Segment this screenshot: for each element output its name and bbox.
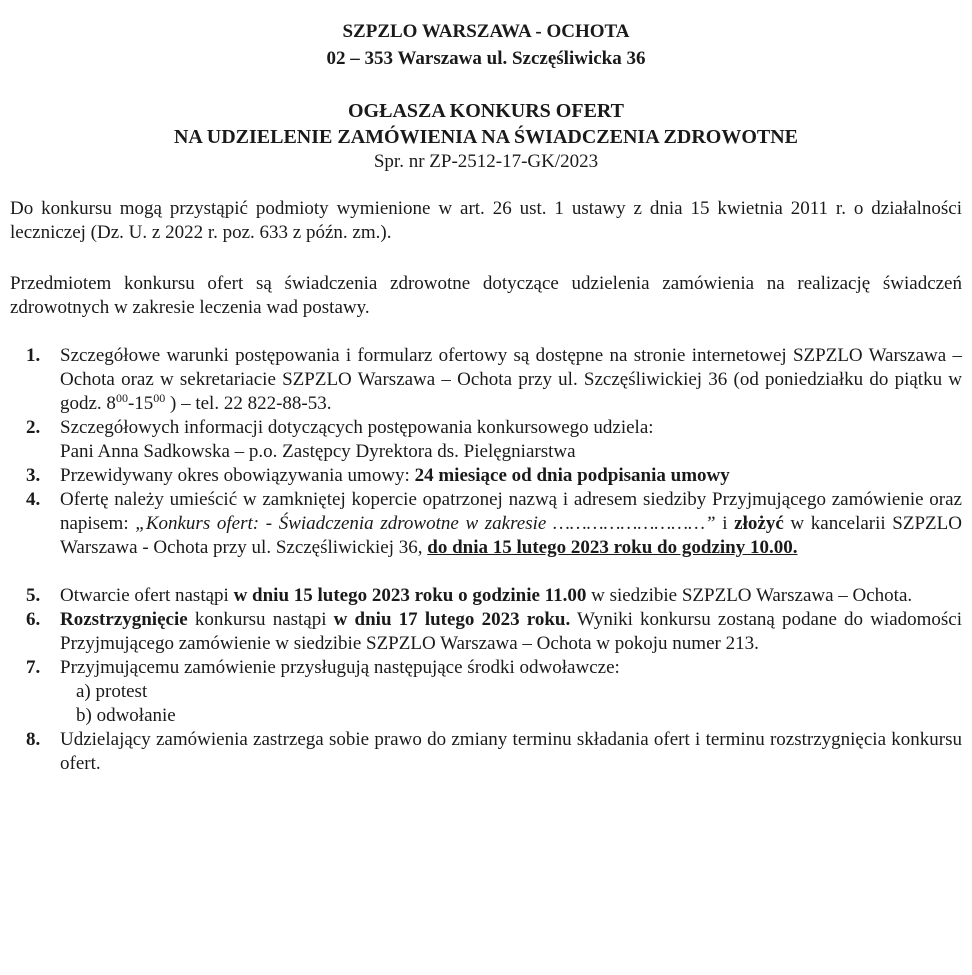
item-number: 3. [26,465,41,486]
item-number: 4. [26,489,41,510]
item-8-text: Udzielający zamówienia zastrzega sobie prawo do zmiany terminu składania ofert i terminu rozstrzygnięcia konkursu ofert. [60,729,962,774]
item-3-text: Przewidywany okres obowiązywania umowy: [60,465,415,486]
reference-number: Spr. nr ZP-2512-17-GK/2023 [373,151,599,172]
list-item-8 [10,728,962,776]
item-7-text: Przyjmującemu zamówienie przysługują następujące środki odwoławcze: [60,657,620,678]
hour-sup-end: 00 [153,391,166,405]
sublist-item-b: b) odwołanie [76,705,176,726]
organization-name: SZPZLO WARSZAWA - OCHOTA [342,21,630,42]
item-4-inscription: „Konkurs ofert: - Świadczenia zdrowotne w zakresie ………………………” [135,513,716,534]
list-item-1 [10,344,962,416]
item-4-text-3: w kancelarii SZPZLO Warszawa - Ochota przy ul. Szczęśliwickiej 36, [60,513,962,558]
organization-address: 02 – 353 Warszawa ul. Szczęśliwicka 36 [326,48,646,69]
list-item-4 [10,488,962,560]
item-4-bold: złożyć [734,513,784,534]
item-5-bold: w dniu 15 lutego 2023 roku o godzinie 11.00 [233,585,587,606]
item-number: 8. [26,729,41,750]
item-6-bold-2: w dniu 17 lutego 2023 roku. [333,609,571,630]
intro-paragraph-1: Do konkursu mogą przystąpić podmioty wymienione w art. 26 ust. 1 ustawy z dnia 15 kwietnia 2011 r. o działalności leczniczej (Dz. U. z 2022 r. poz. 633 z późn. zm.). [10,198,962,243]
item-number: 5. [26,585,41,606]
item-4-text-1: Ofertę należy umieścić w zamkniętej kopercie opatrzonej nazwą i adresem siedziby Przyjmującego zamówienie oraz napisem: [60,489,962,534]
list-item-3 [10,464,962,488]
document-header [10,18,962,72]
remedies-sublist [60,680,962,728]
item-1-dash: -15 [127,393,154,414]
item-2-line-1: Szczegółowych informacji dotyczących postępowania konkursowego udziela: [60,417,654,438]
item-4-text-2: i [715,513,735,534]
title-line-1: OGŁASZA KONKURS OFERT [347,100,624,122]
list-item-7 [10,656,962,728]
item-5-text-1: Otwarcie ofert nastąpi [60,585,234,606]
item-1-text: Szczegółowe warunki postępowania i formularz ofertowy są dostępne na stronie internetowej SZPZLO Warszawa – Ochota oraz w sekretariacie SZPZLO Warszawa – Ochota przy ul. Szczęśliwickiej 36 (od poniedziałku do piątku w godz. 8 [60,345,962,414]
item-1-tail: ) – tel. 22 822-88-53. [165,393,332,414]
item-number: 6. [26,609,41,630]
intro-paragraph-2: Przedmiotem konkursu ofert są świadczenia zdrowotne dotyczące udzielenia zamówienia na realizację świadczeń zdrowotnych w zakresie leczenia wad postawy. [10,273,962,318]
conditions-list [10,344,962,776]
title-line-2: NA UDZIELENIE ZAMÓWIENIA NA ŚWIADCZENIA ZDROWOTNE [173,126,798,148]
sublist-item-a: a) protest [76,681,148,702]
announcement-title [10,98,962,174]
item-4-deadline: do dnia 15 lutego 2023 roku do godziny 10.00. [427,537,798,558]
item-6-text-1: konkursu nastąpi [187,609,334,630]
item-6-bold-1: Rozstrzygnięcie [60,609,188,630]
item-6-text-2: Wyniki konkursu zostaną podane do wiadomości Przyjmującego zamówienie w siedzibie SZPZLO Warszawa – Ochota w pokoju numer 213. [60,609,963,654]
list-item-6 [10,608,962,656]
list-item-2 [10,416,962,464]
list-item-5 [10,584,962,608]
item-5-text-2: w siedzibie SZPZLO Warszawa – Ochota. [586,585,913,606]
item-number: 2. [26,417,41,438]
item-2-line-2: Pani Anna Sadkowska – p.o. Zastępcy Dyrektora ds. Pielęgniarstwa [60,441,576,462]
hour-sup-start: 00 [115,391,128,405]
item-3-bold: 24 miesiące od dnia podpisania umowy [414,465,730,486]
item-number: 7. [26,657,41,678]
item-number: 1. [26,345,41,366]
